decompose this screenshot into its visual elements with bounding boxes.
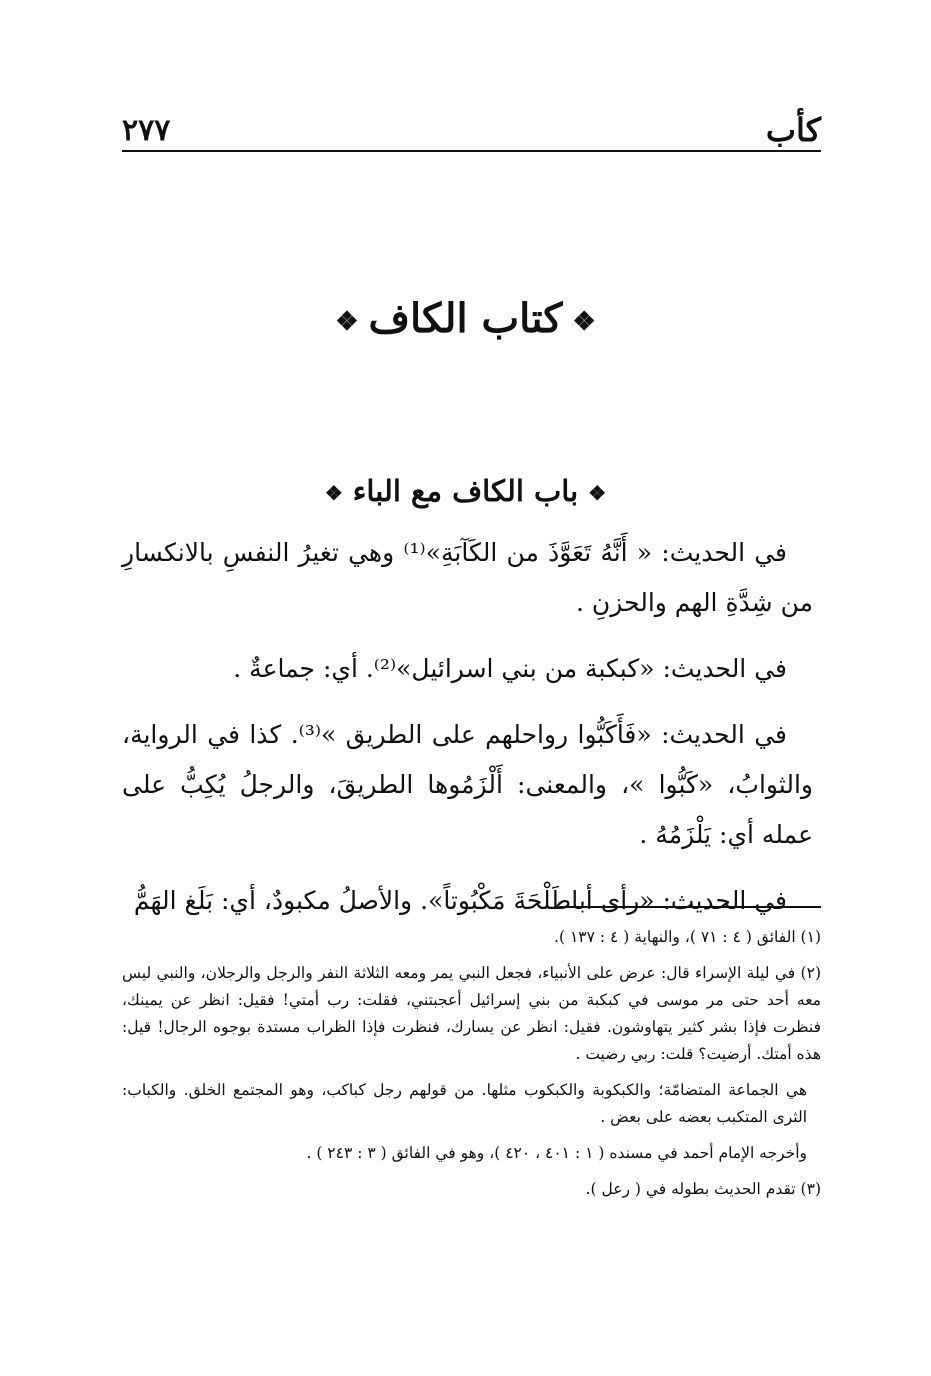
- ornament-icon: ❖: [588, 481, 607, 505]
- paragraph: في الحديث: «كبكبة من بني اسرائيل»⁽²⁾. أي: جماعةٌ .: [233, 654, 787, 683]
- ornament-icon: ❖: [335, 307, 359, 337]
- ornament-icon: ❖: [324, 481, 343, 505]
- footnote-rule: [559, 906, 821, 908]
- footnote-continuation: وأخرجه الإمام أحمد في مسنده ( ١ : ٤٠١ ، ٤٢٠ )، وهو في الفائق ( ٣ : ٢٤٣ ) .: [306, 1144, 807, 1162]
- paragraph: في الحديث: «فَأَكَبُّوا رواحلهم على الطريق »⁽³⁾. كذا في الرواية، والثوابُ، «كَبُّوا »، والمعنى: أَلْزَمُوها الطريقَ، والرجلُ يُكِبُّ على عمله أي: يَلْزَمُهُ .: [122, 720, 813, 849]
- book-title: [0, 295, 931, 342]
- running-title: كأب: [765, 111, 821, 149]
- footnote: (٢) في ليلة الإسراء قال: عرض على الأنبياء، فجعل النبي يمر ومعه الثلاثة النفر والرجل والرجلان، والنبي ليس معه أحد حتى مر موسى في كبكبة من بني إسرائيل أعجبتني، فقلت: رب أمتي! فقيل: انظر عن يمينك، فنظرت فإذا بشر كثير يتهاوشون. فقيل: انظر عن يسارك، فنظرت فإذا الظراب مستدة بوجوه الرجال! قيل: هذه أمتك. أرضيت؟ قلت: ربي رضيت .: [122, 964, 821, 1063]
- chapter-title-text: باب الكاف مع الباء: [352, 474, 579, 508]
- footnote: (٣) تقدم الحديث بطوله في ( رعل ).: [585, 1180, 821, 1198]
- chapter-title: [0, 474, 931, 508]
- book-title-text: كتاب الكاف: [368, 295, 563, 342]
- page-header: [122, 96, 821, 149]
- header-rule: [122, 150, 821, 152]
- main-text: [122, 528, 813, 926]
- page-number: ٢٧٧: [122, 113, 171, 148]
- footnote: (١) الفائق ( ٤ : ٧١ )، والنهاية ( ٤ : ١٣٧ ).: [554, 928, 821, 946]
- footnote-continuation: هي الجماعة المتضامّة؛ والكبكوبة والكبكوب مثلها. من قولهم رجل كباكب، وهو المجتمع الخلق. والكباب: الثرى المتكبب بعضه على بعض .: [122, 1081, 807, 1126]
- paragraph: في الحديث: « أَنَّهُ تَعَوَّذَ من الكَآبَةِ»⁽¹⁾ وهي تغيرُ النفسِ بالانكسارِ من شِدَّةِ الهم والحزنِ .: [122, 538, 813, 617]
- paragraph: في الحديث: «رأى أباطَلْحَةَ مَكْبُوتاً». والأصلُ مكبودٌ، أي: بَلَغ الهَمُّ: [133, 886, 787, 915]
- ornament-icon: ❖: [572, 307, 596, 337]
- footnotes: [122, 924, 821, 1212]
